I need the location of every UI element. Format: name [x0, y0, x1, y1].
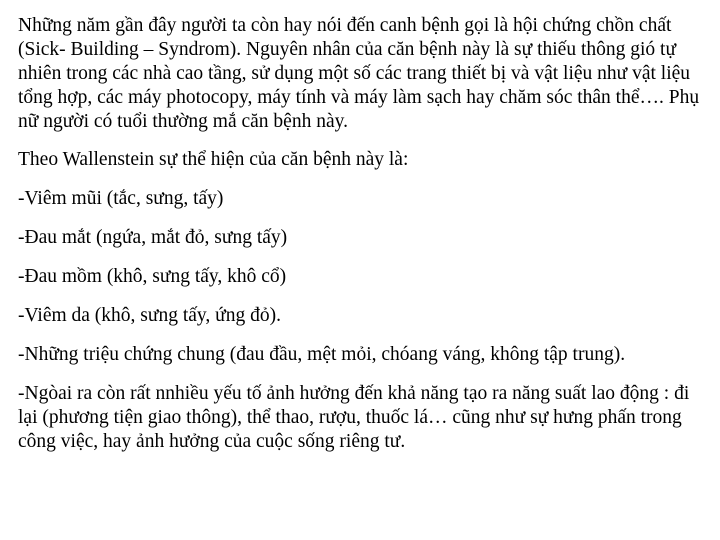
lead-sentence: Theo Wallenstein sự thể hiện của căn bệnh này là:	[18, 149, 409, 170]
other-factors-item: -Ngòai ra còn rất nnhiều yếu tố ảnh hưởng đến khả năng tạo ra năng suất lao động : đi lại (phương tiện giao thông), thể thao, rượu, thuốc lá… cũng như sự hưng phấn trong công việc, hay ảnh hưởng của cuộc sống riêng tư.	[18, 383, 690, 452]
slide-body	[18, 14, 708, 454]
symptom-item-nose: -Viêm mũi (tắc, sưng, tấy)	[18, 188, 224, 209]
symptom-item-skin: -Viêm da (khô, sưng tấy, ứng đỏ).	[18, 305, 281, 326]
symptom-item-mouth: -Đau mồm (khô, sưng tấy, khô cổ)	[18, 266, 287, 287]
intro-paragraph: Những năm gần đây người ta còn hay nói đến canh bệnh gọi là hội chứng chồn chất (Sick- Building – Syndrom). Nguyên nhân của căn bệnh này là sự thiếu thông gió tự nhiên trong các nhà cao tầng, sử dụng một số các trang thiết bị và vật liệu như vật liệu tổng hợp, các máy photocopy, máy tính và máy làm sạch hay chăm sóc thân thể…. Phụ nữ người có tuổi thường mắ căn bệnh này.	[18, 15, 700, 132]
symptom-item-general: -Những triệu chứng chung (đau đầu, mệt mỏi, chóang váng, không tập trung).	[18, 344, 626, 365]
symptom-item-eyes: -Đau mắt (ngứa, mắt đỏ, sưng tấy)	[18, 227, 288, 248]
